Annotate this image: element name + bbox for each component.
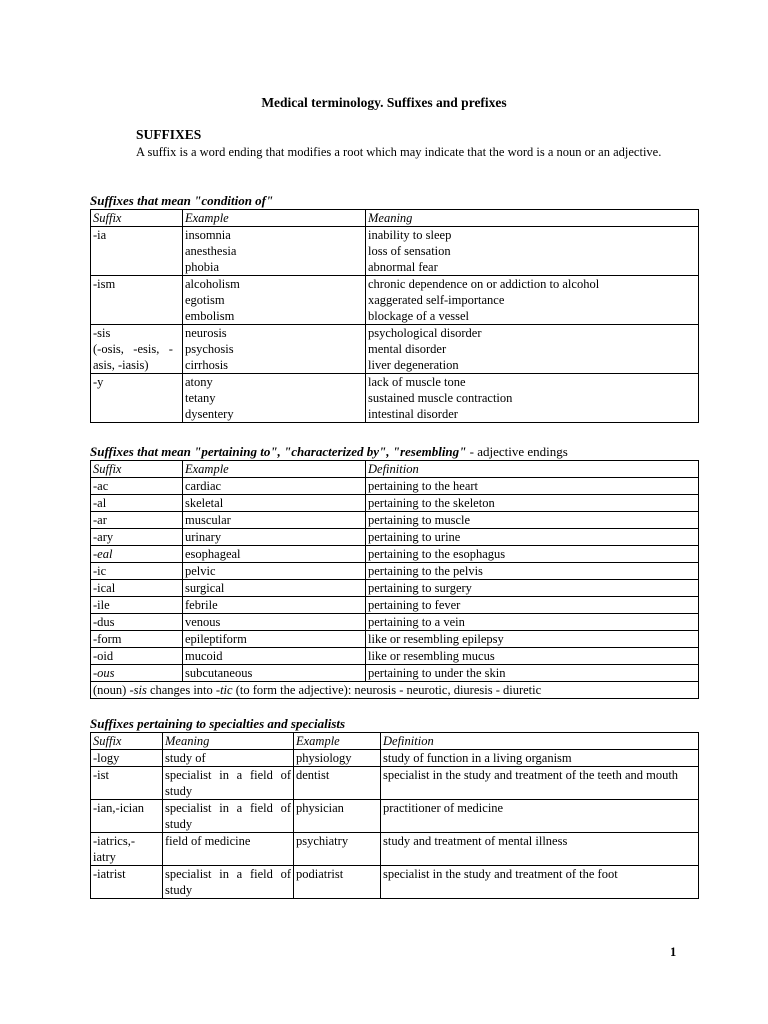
table2-caption — [90, 444, 568, 460]
suffix-cell: -ical — [91, 580, 183, 597]
table-row — [91, 631, 699, 648]
page-title: Medical terminology. Suffixes and prefixes — [261, 95, 507, 110]
definition-cell: pertaining to the heart — [366, 478, 699, 495]
example-cell: podiatrist — [294, 866, 381, 899]
suffix-cell: -ous — [91, 665, 183, 682]
table-row — [91, 665, 699, 682]
table-row — [91, 512, 699, 529]
table-row — [91, 478, 699, 495]
example-cell: venous — [183, 614, 366, 631]
page-number: 1 — [670, 945, 677, 959]
definition-cell: pertaining to the esophagus — [366, 546, 699, 563]
intro-paragraph: A suffix is a word ending that modifies a root which may indicate that the word is a noun or an adjective. — [136, 145, 662, 159]
definition-cell: pertaining to fever — [366, 597, 699, 614]
suffix-cell: -iatrist — [91, 866, 163, 899]
example-cell: febrile — [183, 597, 366, 614]
example-cell: neurosis psychosis cirrhosis — [183, 325, 366, 374]
suffix-cell: -ist — [91, 767, 163, 800]
definition-cell: pertaining to surgery — [366, 580, 699, 597]
definition-cell: pertaining to under the skin — [366, 665, 699, 682]
table-row — [91, 495, 699, 512]
table2-caption-text: Suffixes that mean "pertaining to", "characterized by", "resembling" — [90, 444, 467, 459]
meaning-cell: psychological disorder mental disorder liver degeneration — [366, 325, 699, 374]
suffix-cell: -y — [91, 374, 183, 423]
example-cell: epileptiform — [183, 631, 366, 648]
table-row — [91, 563, 699, 580]
table1-header-example: Example — [183, 210, 366, 227]
example-cell: physiology — [294, 750, 381, 767]
section-heading-suffixes: SUFFIXES — [136, 127, 202, 142]
example-cell: skeletal — [183, 495, 366, 512]
suffix-cell: -ac — [91, 478, 183, 495]
table3-header-suffix: Suffix — [91, 733, 163, 750]
example-cell: subcutaneous — [183, 665, 366, 682]
suffix-cell: -dus — [91, 614, 183, 631]
table-row — [91, 866, 699, 899]
example-cell: atony tetany dysentery — [183, 374, 366, 423]
definition-cell: study and treatment of mental illness — [381, 833, 699, 866]
suffix-cell: -oid — [91, 648, 183, 665]
table-row — [91, 276, 699, 325]
suffix-cell: -al — [91, 495, 183, 512]
table-row — [91, 767, 699, 800]
example-cell: physician — [294, 800, 381, 833]
suffix-cell: -ia — [91, 227, 183, 276]
meaning-cell: lack of muscle tone sustained muscle contraction intestinal disorder — [366, 374, 699, 423]
table-row — [91, 374, 699, 423]
suffix-cell: -iatrics,- iatry — [91, 833, 163, 866]
adjective-suffix-table — [90, 460, 699, 699]
meaning-cell: specialist in a field of study — [163, 800, 294, 833]
table-row — [91, 614, 699, 631]
condition-suffix-table — [90, 209, 699, 423]
meaning-cell: study of — [163, 750, 294, 767]
table-row — [91, 800, 699, 833]
example-cell: alcoholism egotism embolism — [183, 276, 366, 325]
suffix-cell: -form — [91, 631, 183, 648]
suffix-cell: -eal — [91, 546, 183, 563]
table-note-row — [91, 682, 699, 699]
meaning-cell: specialist in a field of study — [163, 866, 294, 899]
definition-cell: like or resembling epilepsy — [366, 631, 699, 648]
table-row — [91, 546, 699, 563]
table2-caption-suffix: - adjective endings — [466, 444, 568, 459]
definition-cell: pertaining to muscle — [366, 512, 699, 529]
example-cell: mucoid — [183, 648, 366, 665]
definition-cell: pertaining to urine — [366, 529, 699, 546]
specialty-suffix-table — [90, 732, 699, 899]
table3-header-example: Example — [294, 733, 381, 750]
example-cell: insomnia anesthesia phobia — [183, 227, 366, 276]
definition-cell: specialist in the study and treatment of the teeth and mouth — [381, 767, 699, 800]
table1-header-suffix: Suffix — [91, 210, 183, 227]
definition-cell: practitioner of medicine — [381, 800, 699, 833]
table3-caption: Suffixes pertaining to specialties and specialists — [90, 716, 346, 731]
table-row — [91, 833, 699, 866]
table-row — [91, 750, 699, 767]
example-cell: cardiac — [183, 478, 366, 495]
table-row — [91, 648, 699, 665]
meaning-cell: chronic dependence on or addiction to alcohol xaggerated self-importance blockage of a vessel — [366, 276, 699, 325]
example-cell: esophageal — [183, 546, 366, 563]
definition-cell: pertaining to the pelvis — [366, 563, 699, 580]
table2-header-example: Example — [183, 461, 366, 478]
suffix-cell: -sis (-osis, -esis, - asis, -iasis) — [91, 325, 183, 374]
table1-header-meaning: Meaning — [366, 210, 699, 227]
definition-cell: pertaining to the skeleton — [366, 495, 699, 512]
example-cell: urinary — [183, 529, 366, 546]
definition-cell: like or resembling mucus — [366, 648, 699, 665]
table2-header-suffix: Suffix — [91, 461, 183, 478]
definition-cell: specialist in the study and treatment of the foot — [381, 866, 699, 899]
example-cell: pelvic — [183, 563, 366, 580]
meaning-cell: inability to sleep loss of sensation abnormal fear — [366, 227, 699, 276]
suffix-cell: -ic — [91, 563, 183, 580]
definition-cell: study of function in a living organism — [381, 750, 699, 767]
example-cell: psychiatry — [294, 833, 381, 866]
suffix-cell: -ary — [91, 529, 183, 546]
table-row — [91, 227, 699, 276]
table3-header-meaning: Meaning — [163, 733, 294, 750]
table-row — [91, 529, 699, 546]
table1-caption: Suffixes that mean "condition of" — [90, 193, 274, 208]
table2-header-definition: Definition — [366, 461, 699, 478]
table-row — [91, 597, 699, 614]
table-row — [91, 325, 699, 374]
suffix-cell: -ism — [91, 276, 183, 325]
suffix-cell: -ar — [91, 512, 183, 529]
table-row — [91, 580, 699, 597]
table3-header-definition: Definition — [381, 733, 699, 750]
suffix-cell: -logy — [91, 750, 163, 767]
meaning-cell: field of medicine — [163, 833, 294, 866]
example-cell: muscular — [183, 512, 366, 529]
suffix-cell: -ian,-ician — [91, 800, 163, 833]
meaning-cell: specialist in a field of study — [163, 767, 294, 800]
example-cell: surgical — [183, 580, 366, 597]
suffix-cell: -ile — [91, 597, 183, 614]
adjective-note: (noun) -sis changes into -tic (to form the adjective): neurosis - neurotic, diuresis - diuretic — [91, 682, 699, 699]
example-cell: dentist — [294, 767, 381, 800]
definition-cell: pertaining to a vein — [366, 614, 699, 631]
